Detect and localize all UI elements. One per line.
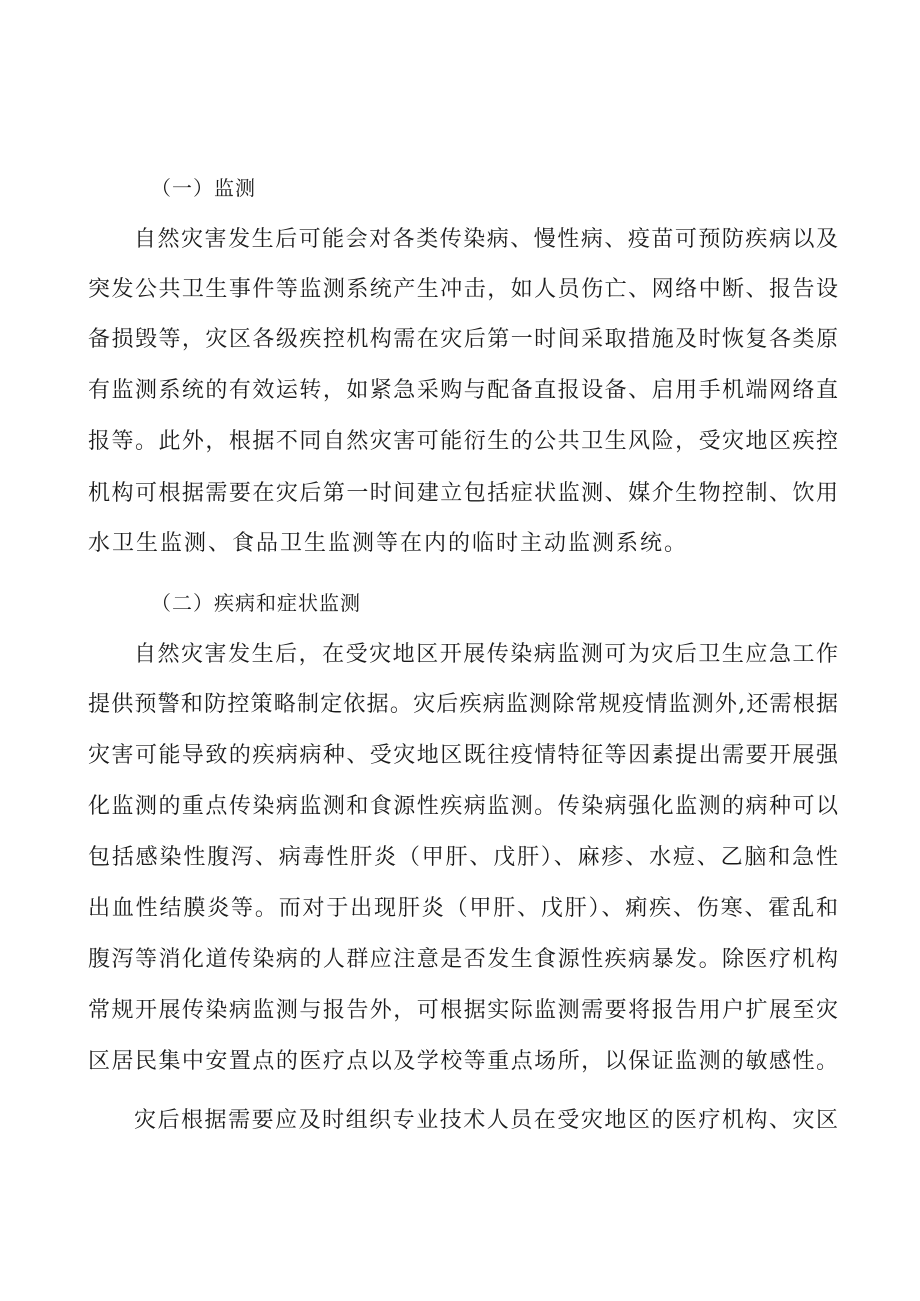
paragraph-line: 报等。此外，根据不同自然灾害可能衍生的公共卫生风险，受灾地区疾控 [88,429,838,454]
paragraph-line: 提供预警和防控策略制定依据。灾后疾病监测除常规疫情监测外,还需根据 [88,692,838,717]
paragraph-line: 自然灾害发生后，在受灾地区开展传染病监测可为灾后卫生应急工作 [134,642,838,667]
section-heading-disease-symptom-monitoring: （二）疾病和症状监测 [151,591,361,615]
paragraph-line: 腹泻等消化道传染病的人群应注意是否发生食源性疾病暴发。除医疗机构 [88,947,838,972]
paragraph-line: 出血性结膜炎等。而对于出现肝炎（甲肝、戊肝）、痢疾、伤寒、霍乱和 [88,896,838,921]
paragraph-line: 包括感染性腹泻、病毒性肝炎（甲肝、戊肝）、麻疹、水痘、乙脑和急性 [88,845,838,870]
paragraph-line: 区居民集中安置点的医疗点以及学校等重点场所，以保证监测的敏感性。 [88,1049,838,1074]
paragraph-line: 突发公共卫生事件等监测系统产生冲击，如人员伤亡、网络中断、报告设 [88,277,838,302]
paragraph-line: 自然灾害发生后可能会对各类传染病、慢性病、疫苗可预防疾病以及 [134,227,838,252]
paragraph-line: 灾后根据需要应及时组织专业技术人员在受灾地区的医疗机构、灾区 [134,1108,838,1133]
paragraph-line: 化监测的重点传染病监测和食源性疾病监测。传染病强化监测的病种可以 [88,794,838,819]
paragraph-line: 水卫生监测、食品卫生监测等在内的临时主动监测系统。 [88,531,689,556]
paragraph-line: 备损毁等，灾区各级疾控机构需在灾后第一时间采取措施及时恢复各类原 [88,327,838,352]
paragraph-line: 有监测系统的有效运转，如紧急采购与配备直报设备、启用手机端网络直 [88,378,838,403]
paragraph-line: 灾害可能导致的疾病病种、受灾地区既往疫情特征等因素提出需要开展强 [88,743,838,768]
paragraph-line: 机构可根据需要在灾后第一时间建立包括症状监测、媒介生物控制、饮用 [88,481,838,506]
paragraph-line: 常规开展传染病监测与报告外，可根据实际监测需要将报告用户扩展至灾 [88,998,838,1023]
section-heading-monitoring: （一）监测 [151,176,256,200]
